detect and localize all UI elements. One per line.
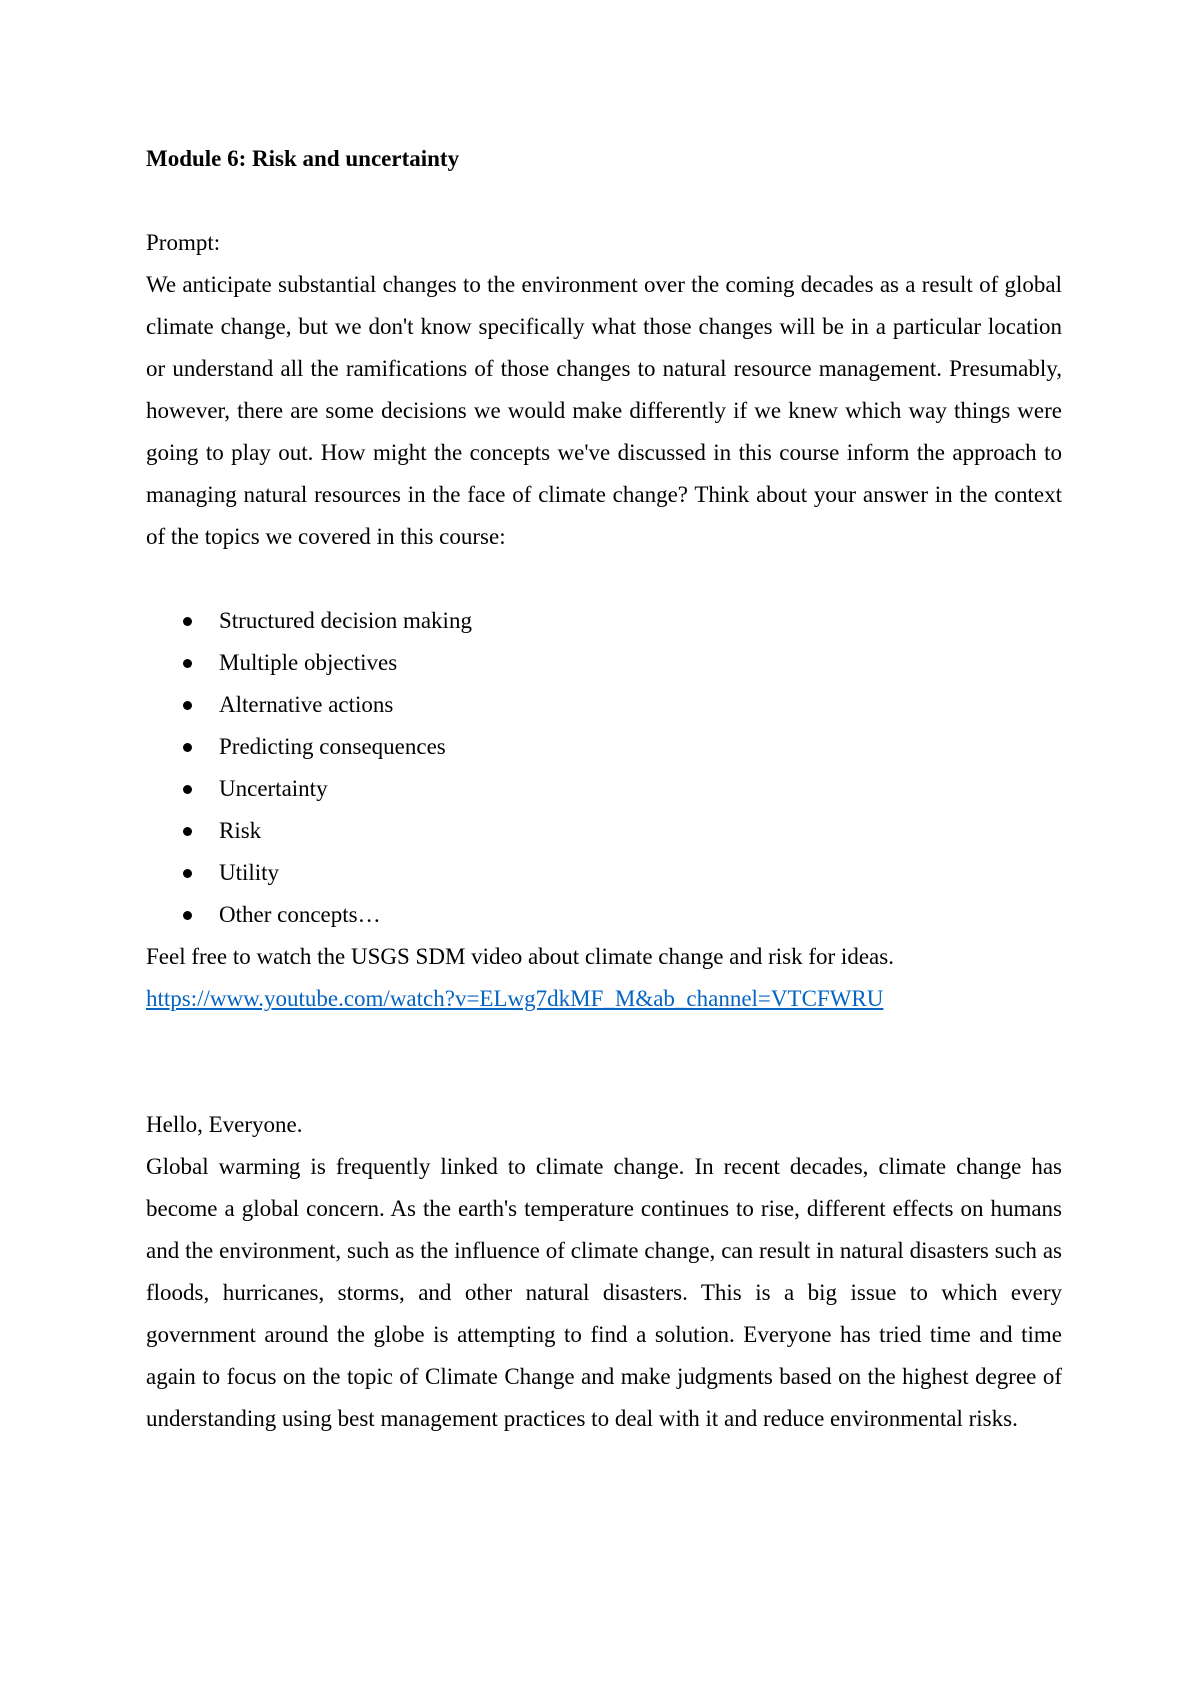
list-item-label: Uncertainty [219, 776, 328, 801]
list-item [146, 726, 1062, 768]
topics-list [146, 600, 1062, 936]
bullet-icon [183, 785, 192, 794]
prompt-label: Prompt: [146, 230, 221, 255]
list-item-label: Alternative actions [219, 692, 394, 717]
list-item [146, 600, 1062, 642]
list-item [146, 810, 1062, 852]
bullet-icon [183, 869, 192, 878]
bullet-icon [183, 743, 192, 752]
list-item-label: Utility [219, 860, 280, 885]
list-item-label: Other concepts… [219, 902, 381, 927]
video-link-line [146, 978, 1062, 1020]
list-item-label: Multiple objectives [219, 650, 398, 675]
greeting: Hello, Everyone. [146, 1112, 303, 1137]
bullet-icon [183, 659, 192, 668]
list-item-label: Structured decision making [219, 608, 472, 633]
list-item-label: Predicting consequences [219, 734, 446, 759]
video-link[interactable]: https://www.youtube.com/watch?v=ELwg7dkMF_M&ab_channel=VTCFWRU [146, 986, 884, 1011]
bullet-icon [183, 827, 192, 836]
video-note: Feel free to watch the USGS SDM video about climate change and risk for ideas. [146, 944, 894, 969]
prompt-paragraph: We anticipate substantial changes to the environment over the coming decades as a result of global climate change, but we don't know specifically what those changes will be in a particular location or understand all the ramifications of those changes to natural resource management. Presumably, however, there are some decisions we would make differently if we knew which way things were going to play out. How might the concepts we've discussed in this course inform the approach to managing natural resources in the face of climate change? Think about your answer in the context of the topics we covered in this course: [146, 272, 1062, 549]
list-item [146, 768, 1062, 810]
spacer [146, 1020, 1062, 1104]
document-page [146, 138, 1062, 1440]
bullet-icon [183, 617, 192, 626]
response-paragraph: Global warming is frequently linked to climate change. In recent decades, climate change has become a global concern. As the earth's temperature continues to rise, different effects on humans and the environment, such as the influence of climate change, can result in natural disasters such as floods, hurricanes, storms, and other natural disasters. This is a big issue to which every government around the globe is attempting to find a solution. Everyone has tried time and time again to focus on the topic of Climate Change and make judgments based on the highest degree of understanding using best management practices to deal with it and reduce environmental risks. [146, 1154, 1062, 1431]
page-title: Module 6: Risk and uncertainty [146, 146, 460, 171]
list-item [146, 894, 1062, 936]
list-item [146, 684, 1062, 726]
list-item [146, 852, 1062, 894]
bullet-icon [183, 911, 192, 920]
bullet-icon [183, 701, 192, 710]
spacer [146, 180, 1062, 222]
list-item-label: Risk [219, 818, 262, 843]
list-item [146, 642, 1062, 684]
